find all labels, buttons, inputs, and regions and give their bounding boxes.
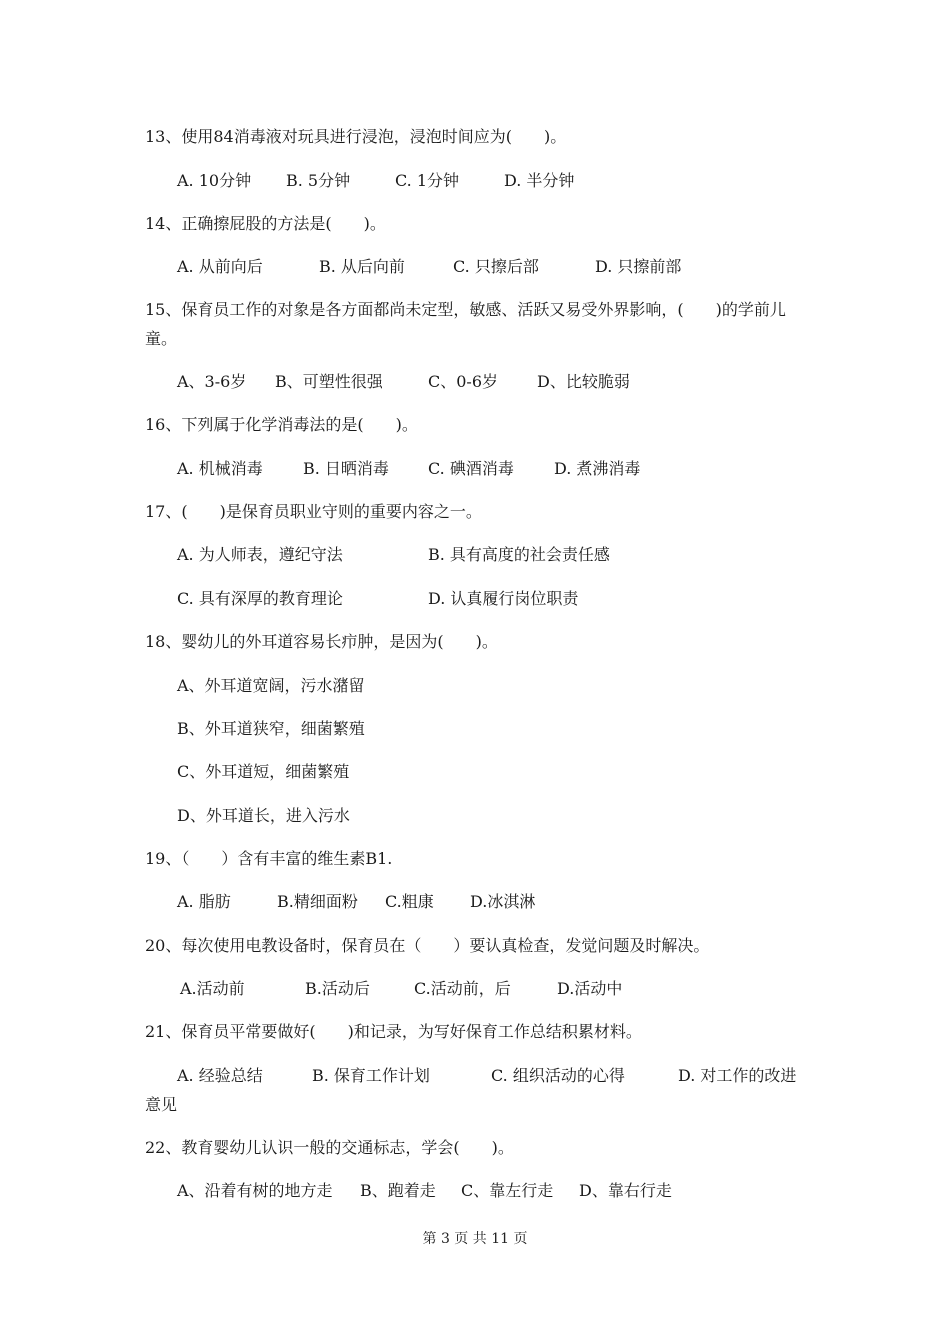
- option-16-b: B. 日晒消毒: [303, 459, 389, 478]
- option-21-c: C. 组织活动的心得: [491, 1066, 625, 1085]
- option-17-a: A. 为人师表，遵纪守法: [177, 545, 343, 564]
- option-21-a: A. 经验总结: [177, 1066, 263, 1085]
- option-13-b: B. 5分钟: [286, 171, 351, 190]
- option-18-a: A、外耳道宽阔，污水潴留: [177, 676, 365, 695]
- option-19-c: C.粗康: [385, 892, 434, 911]
- option-15-b: B、可塑性很强: [275, 372, 383, 391]
- question-14: 14、正确擦屁股的方法是( )。: [145, 214, 386, 233]
- option-21-b: B. 保育工作计划: [312, 1066, 430, 1085]
- option-14-c: C. 只擦后部: [453, 257, 539, 276]
- option-15-d: D、比较脆弱: [537, 372, 630, 391]
- option-18-c: C、外耳道短，细菌繁殖: [177, 762, 350, 781]
- question-19: 19、（ ）含有丰富的维生素B1.: [145, 849, 393, 868]
- option-16-a: A. 机械消毒: [177, 459, 263, 478]
- option-18-b: B、外耳道狭窄，细菌繁殖: [177, 719, 365, 738]
- option-15-c: C、0-6岁: [428, 372, 499, 391]
- option-16-d: D. 煮沸消毒: [554, 459, 641, 478]
- option-14-a: A. 从前向后: [177, 257, 263, 276]
- question-15-continued: 童。: [145, 329, 178, 348]
- option-21-d: D. 对工作的改进: [678, 1066, 797, 1085]
- question-18: 18、婴幼儿的外耳道容易长疖肿，是因为( )。: [145, 632, 498, 651]
- option-20-a: A.活动前: [180, 979, 245, 998]
- option-22-d: D、靠右行走: [579, 1181, 672, 1200]
- option-14-d: D. 只擦前部: [595, 257, 682, 276]
- question-17: 17、( )是保育员职业守则的重要内容之一。: [145, 502, 482, 521]
- option-22-b: B、跑着走: [360, 1181, 436, 1200]
- option-20-d: D.活动中: [557, 979, 623, 998]
- option-20-c: C.活动前，后: [414, 979, 511, 998]
- options-21-continued: 意见: [145, 1095, 178, 1114]
- option-13-c: C. 1分钟: [395, 171, 460, 190]
- option-13-d: D. 半分钟: [504, 171, 575, 190]
- question-20: 20、每次使用电教设备时，保育员在（ ）要认真检查，发觉问题及时解决。: [145, 936, 710, 955]
- option-22-a: A、沿着有树的地方走: [177, 1181, 333, 1200]
- option-19-a: A. 脂肪: [177, 892, 231, 911]
- question-15: 15、保育员工作的对象是各方面都尚未定型，敏感、活跃又易受外界影响，( )的学前儿: [145, 300, 786, 319]
- option-15-a: A、3-6岁: [177, 372, 247, 391]
- option-19-b: B.精细面粉: [277, 892, 358, 911]
- option-13-a: A. 10分钟: [177, 171, 252, 190]
- page-number-footer: 第 3 页 共 11 页: [422, 1231, 528, 1247]
- option-18-d: D、外耳道长，进入污水: [177, 806, 350, 825]
- option-22-c: C、靠左行走: [461, 1181, 554, 1200]
- option-17-c: C. 具有深厚的教育理论: [177, 589, 343, 608]
- question-13: 13、使用84消毒液对玩具进行浸泡，浸泡时间应为( )。: [145, 127, 567, 146]
- question-21: 21、保育员平常要做好( )和记录，为写好保育工作总结积累材料。: [145, 1022, 642, 1041]
- option-17-b: B. 具有高度的社会责任感: [428, 545, 610, 564]
- option-16-c: C. 碘酒消毒: [428, 459, 514, 478]
- option-17-d: D. 认真履行岗位职责: [428, 589, 579, 608]
- option-20-b: B.活动后: [305, 979, 370, 998]
- option-19-d: D.冰淇淋: [470, 892, 536, 911]
- question-22: 22、教育婴幼儿认识一般的交通标志，学会( )。: [145, 1138, 514, 1157]
- option-14-b: B. 从后向前: [319, 257, 405, 276]
- question-16: 16、下列属于化学消毒法的是( )。: [145, 415, 418, 434]
